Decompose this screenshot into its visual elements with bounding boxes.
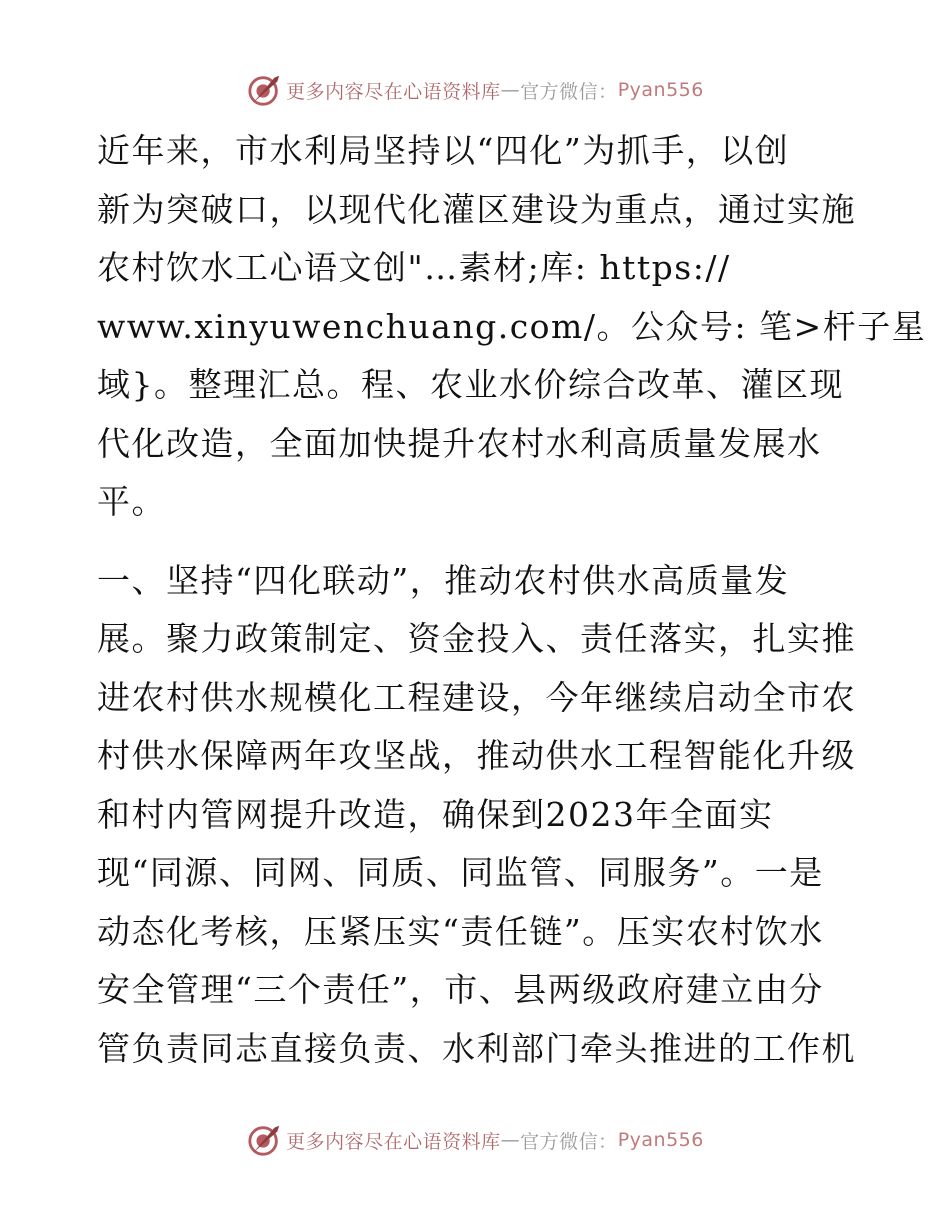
text-line: 平。 [97, 482, 166, 521]
footer-wechat-label: 官方微信： [520, 1130, 618, 1153]
text-line: 一、坚持“四化联动”，推动农村供水高质量发 [97, 560, 790, 600]
paragraph-section-one [97, 552, 857, 1079]
paragraph-intro [97, 122, 927, 532]
text-line: 展。聚力政策制定、资金投入、责任落实，扎实推 [97, 619, 856, 658]
text-line: 代化改造，全面加快提升农村水利高质量发展水 [97, 423, 822, 463]
footer-banner [0, 1122, 950, 1158]
header-promo-text: 更多内容尽在心语资料库 [286, 80, 501, 103]
footer-separator: — [500, 1129, 521, 1151]
text-line: 安全管理“三个责任”，市、县两级政府建立由分 [97, 970, 824, 1009]
quill-logo-icon [246, 1122, 284, 1158]
header-banner [0, 72, 950, 108]
text-line: 管负责同志直接负责、水利部门牵头推进的工作机 [97, 1028, 856, 1068]
document-body [97, 122, 927, 1078]
text-line: www.xinyuwenchuang.com/。公众号: 笔>杆子星 [97, 306, 927, 346]
footer-wechat-id: Pyan556 [617, 1129, 704, 1151]
quill-logo-icon [246, 72, 284, 108]
text-line: 和村内管网提升改造，确保到2023年全面实 [97, 794, 774, 834]
text-line: 近年来，市水利局坚持以“四化”为抓手，以创 [97, 131, 790, 170]
text-line: 村供水保障两年攻坚战，推动供水工程智能化升级 [97, 736, 856, 775]
text-line: 农村饮水工心语文创"…素材;库: https:// [97, 248, 731, 287]
text-line: 进农村供水规模化工程建设，今年继续启动全市农 [97, 677, 856, 717]
text-line: 域}。整理汇总。程、农业水价综合改革、灌区现 [97, 365, 844, 404]
header-separator: — [500, 79, 521, 101]
footer-promo-text: 更多内容尽在心语资料库 [286, 1130, 501, 1153]
text-line: 现“同源、同网、同质、同监管、同服务”。一是 [97, 853, 824, 892]
text-line: 新为突破口，以现代化灌区建设为重点，通过实施 [97, 189, 856, 229]
text-line: 动态化考核，压紧压实“责任链”。压实农村饮水 [97, 911, 824, 951]
header-wechat-label: 官方微信： [520, 80, 618, 103]
header-wechat-id: Pyan556 [617, 79, 704, 101]
